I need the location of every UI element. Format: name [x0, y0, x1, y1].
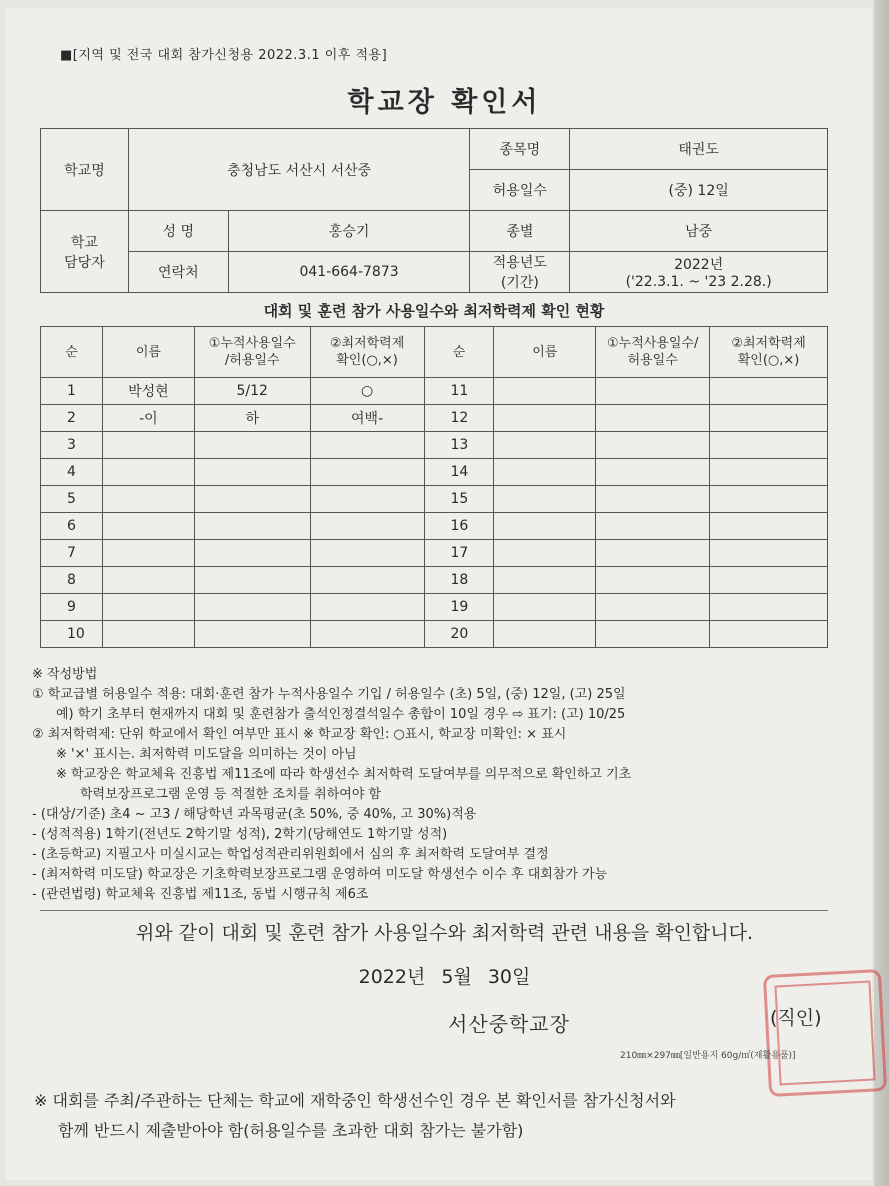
cell-no: 9: [41, 594, 103, 621]
note-2-remark: ※ '×' 표시는. 최저학력 미도달을 의미하는 것이 아님: [56, 747, 357, 762]
manager-label-line-2: 담당자: [64, 254, 105, 271]
header-name-right: 이름: [494, 327, 596, 378]
footer-line-1: ※ 대회를 주최/주관하는 단체는 학교에 재학중인 학생선수인 경우 본 확인서를 참가신청서와: [34, 1091, 676, 1110]
cell-no: 2: [41, 405, 103, 432]
paper-spec: 210㎜×297㎜[일반용지 60g/㎡(재활용품)]: [620, 1051, 796, 1061]
cell-no: 4: [41, 459, 103, 486]
section-title: 대회 및 훈련 참가 사용일수와 최저학력제 확인 현황: [40, 296, 828, 327]
allowed-days-label: 허용일수: [470, 170, 570, 211]
detail-grades: - (성적적용) 1학기(전년도 2학기말 성적), 2학기(당해연도 1학기말 성적): [32, 827, 448, 842]
cell-name-r: [494, 459, 596, 486]
cell-no-r: 16: [424, 513, 494, 540]
cell-name-r: [494, 378, 596, 405]
cell-no-r: 20: [424, 621, 494, 648]
note-2: ② 최저학력제: 단위 학교에서 확인 여부만 표시 ※ 학교장 확인: ○표시, 학교장 미확인: × 표시: [32, 727, 567, 742]
table-row: [41, 567, 828, 594]
cell-no: 7: [41, 540, 103, 567]
header-check-right-line-2: 확인(○,×): [737, 353, 800, 368]
cell-days-r: [596, 594, 710, 621]
name-label: 성 명: [128, 211, 228, 252]
cell-name: [102, 594, 194, 621]
category-value: 남중: [570, 211, 828, 252]
cell-name-r: [494, 432, 596, 459]
table-row: [41, 621, 828, 648]
table-row: [41, 486, 828, 513]
cell-days-r: [596, 378, 710, 405]
cell-check-r: [710, 567, 828, 594]
note-2-law-cont: 학력보장프로그램 운영 등 적절한 조치를 취하여야 함: [80, 787, 382, 802]
table-row: [41, 594, 828, 621]
header-no: 순: [41, 327, 103, 378]
cell-days-r: [596, 432, 710, 459]
event-label: 종목명: [470, 129, 570, 170]
footer-note: [34, 1086, 854, 1146]
confirm-statement: 위와 같이 대회 및 훈련 참가 사용일수와 최저학력 관련 내용을 확인합니다.: [135, 922, 754, 944]
cell-check: [310, 567, 424, 594]
year-label: [470, 252, 570, 293]
cell-no-r: 11: [424, 378, 494, 405]
note-1: ① 학교급별 허용일수 적용: 대회·훈련 참가 누적사용일수 기입 / 허용일수 (초) 5일, (중) 12일, (고) 25일: [32, 687, 626, 702]
header-days-line-2: /허용일수: [224, 353, 280, 368]
cell-no-r: 13: [424, 432, 494, 459]
cell-days-r: [596, 459, 710, 486]
header-no-right: 순: [424, 327, 494, 378]
contact-value: 041-664-7873: [228, 252, 470, 293]
cell-name-r: [494, 513, 596, 540]
cell-name: 박성현: [102, 378, 194, 405]
cell-check: ○: [310, 378, 424, 405]
cell-check-r: [710, 594, 828, 621]
cell-check: [310, 459, 424, 486]
table-header-row: [41, 327, 828, 378]
cell-name: [102, 459, 194, 486]
cell-days: [194, 459, 310, 486]
cell-days: [194, 432, 310, 459]
cell-no-r: 12: [424, 405, 494, 432]
table-row: [41, 405, 828, 432]
instructions: [32, 665, 852, 905]
table-row: [41, 540, 828, 567]
allowed-days-value: (중) 12일: [570, 170, 828, 211]
issue-date: 2022년 5월 30일: [358, 966, 531, 988]
document-title: 학교장 확인서: [347, 87, 542, 118]
cell-name: [102, 513, 194, 540]
cell-no: 3: [41, 432, 103, 459]
cell-days: [194, 594, 310, 621]
cell-days: 5/12: [194, 378, 310, 405]
cell-no: 10: [41, 621, 103, 648]
school-label: 학교명: [41, 129, 129, 211]
header-check: [310, 327, 424, 378]
cell-name-r: [494, 567, 596, 594]
table-row: [41, 513, 828, 540]
cell-check: [310, 540, 424, 567]
table-row: [41, 459, 828, 486]
detail-law: - (관련법령) 학교체육 진흥법 제11조, 동법 시행규칙 제6조: [32, 887, 369, 902]
school-value: 충청남도 서산시 서산중: [128, 129, 470, 211]
cell-check-r: [710, 486, 828, 513]
header-days: [194, 327, 310, 378]
cell-no-r: 18: [424, 567, 494, 594]
cell-days-r: [596, 540, 710, 567]
cell-name: [102, 486, 194, 513]
header-check-line-2: 확인(○,×): [336, 353, 398, 368]
cell-check-r: [710, 378, 828, 405]
detail-elementary: - (초등학교) 지필고사 미실시교는 학업성적관리위원회에서 심의 후 최저학력 도달여부 결정: [32, 847, 549, 862]
header-check-right: [710, 327, 828, 378]
name-value: 홍승기: [228, 211, 470, 252]
cell-days-r: [596, 621, 710, 648]
cell-days-r: [596, 486, 710, 513]
header-days-right-line-2: 허용일수: [627, 353, 678, 368]
cell-name: [102, 567, 194, 594]
note-2-law: ※ 학교장은 학교체육 진흥법 제11조에 따라 학생선수 최저학력 도달여부를 의무적으로 확인하고 기초: [56, 767, 632, 782]
cell-check-r: [710, 540, 828, 567]
cell-no: 5: [41, 486, 103, 513]
contact-label: 연락처: [128, 252, 228, 293]
event-value: 태권도: [570, 129, 828, 170]
principal-signature: 서산중학교장: [448, 1012, 570, 1036]
header-days-right: [596, 327, 710, 378]
year-value: 2022년: [674, 257, 724, 273]
period-value: ('22.3.1. ~ '23 2.28.): [625, 274, 772, 290]
cell-check-r: [710, 405, 828, 432]
participation-table: [40, 326, 828, 648]
official-seal-stamp: [763, 969, 887, 1097]
cell-check-r: [710, 432, 828, 459]
header-days-line-1: ①누적사용일수: [208, 336, 296, 351]
footer-line-2: 함께 반드시 제출받아야 함(허용일수를 초과한 대회 참가는 불가함): [58, 1121, 524, 1140]
table-row: [41, 432, 828, 459]
cell-no: 1: [41, 378, 103, 405]
cell-check: [310, 621, 424, 648]
cell-days-r: [596, 567, 710, 594]
cell-name-r: [494, 621, 596, 648]
notes-heading: ※ 작성방법: [32, 667, 98, 682]
header-days-right-line-1: ①누적사용일수/: [606, 336, 699, 351]
cell-days-r: [596, 405, 710, 432]
cell-name-r: [494, 486, 596, 513]
year-label-line-2: (기간): [500, 275, 539, 291]
cell-name: [102, 621, 194, 648]
cell-check: [310, 432, 424, 459]
cell-check-r: [710, 621, 828, 648]
manager-label-line-1: 학교: [70, 234, 98, 251]
cell-days: [194, 513, 310, 540]
cell-days-r: [596, 513, 710, 540]
cell-name: [102, 540, 194, 567]
header-check-line-1: ②최저학력제: [329, 336, 405, 351]
detail-below-min: - (최저학력 미도달) 학교장은 기초학력보장프로그램 운영하여 미도달 학생선수 이수 후 대회참가 가능: [32, 867, 608, 882]
cell-no-r: 15: [424, 486, 494, 513]
cell-no-r: 14: [424, 459, 494, 486]
cell-no: 8: [41, 567, 103, 594]
cell-name: [102, 432, 194, 459]
cell-check: [310, 513, 424, 540]
header-note: ■[지역 및 전국 대회 참가신청용 2022.3.1 이후 적용]: [60, 48, 388, 63]
header-name: 이름: [102, 327, 194, 378]
cell-days: [194, 567, 310, 594]
cell-name: -이: [102, 405, 194, 432]
cell-check-r: [710, 459, 828, 486]
year-label-line-1: 적용년도: [492, 255, 547, 271]
manager-label: [41, 211, 129, 293]
detail-target: - (대상/기준) 초4 ~ 고3 / 해당학년 과목평균(초 50%, 중 40%, 고 30%)적용: [32, 807, 477, 822]
info-table: [40, 128, 828, 293]
table-row: [41, 378, 828, 405]
cell-no: 6: [41, 513, 103, 540]
cell-name-r: [494, 540, 596, 567]
cell-name-r: [494, 594, 596, 621]
cell-days: [194, 540, 310, 567]
cell-days: 하: [194, 405, 310, 432]
seal-mark: (직인): [770, 1007, 822, 1029]
year-value-cell: [570, 252, 828, 293]
note-1-example: 예) 학기 초부터 현재까지 대회 및 훈련참가 출석인정결석일수 총합이 10일 경우 ⇨ 표기: (고) 10/25: [56, 707, 626, 722]
cell-no-r: 19: [424, 594, 494, 621]
header-check-right-line-1: ②최저학력제: [731, 336, 806, 351]
divider: [40, 910, 828, 911]
cell-name-r: [494, 405, 596, 432]
cell-no-r: 17: [424, 540, 494, 567]
cell-check-r: [710, 513, 828, 540]
category-label: 종별: [470, 211, 570, 252]
cell-check: 여백-: [310, 405, 424, 432]
cell-days: [194, 486, 310, 513]
cell-days: [194, 621, 310, 648]
cell-check: [310, 594, 424, 621]
cell-check: [310, 486, 424, 513]
